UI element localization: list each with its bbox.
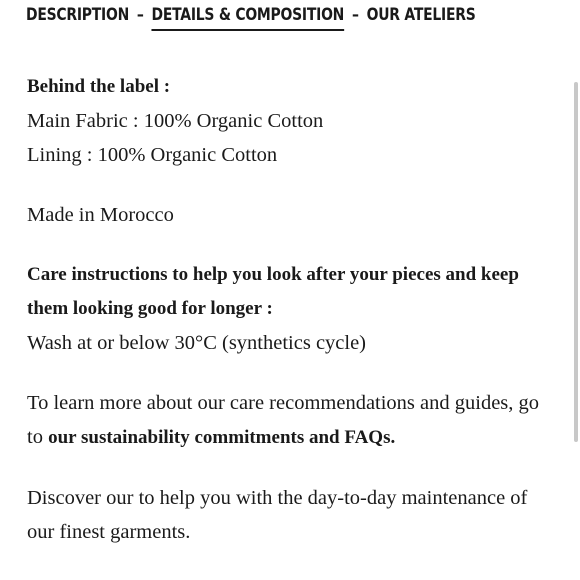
spacer <box>27 455 557 481</box>
details-content <box>27 70 557 549</box>
learn-more-prefix: To learn more about our care recommendations and guides, go to <box>27 392 540 448</box>
made-in: Made in Morocco <box>27 204 174 226</box>
care-heading: Care instructions to help you look after your pieces and keep them looking good for longer : <box>27 264 519 319</box>
tab-bar <box>26 2 476 31</box>
tab-separator: – <box>136 5 144 25</box>
scrollbar[interactable] <box>574 82 578 442</box>
tab-our-ateliers[interactable]: OUR ATELIERS <box>366 5 476 25</box>
wash-instruction: Wash at or below 30°C (synthetics cycle) <box>27 332 367 354</box>
composition-heading: Behind the label : <box>27 76 171 97</box>
sustainability-faq-link[interactable]: our sustainability commitments and FAQs. <box>48 427 396 448</box>
spacer <box>27 232 557 258</box>
discover-text: Discover our to help you with the day-to-day maintenance of our finest garments. <box>27 487 528 543</box>
spacer <box>27 360 557 386</box>
spacer <box>27 172 557 198</box>
tab-details-composition[interactable]: DETAILS & COMPOSITION <box>152 2 345 31</box>
learn-more-text <box>27 386 557 455</box>
tab-description[interactable]: DESCRIPTION <box>26 5 130 25</box>
main-fabric: Main Fabric : 100% Organic Cotton <box>27 110 324 132</box>
tab-separator: – <box>352 5 359 25</box>
lining: Lining : 100% Organic Cotton <box>27 144 278 166</box>
